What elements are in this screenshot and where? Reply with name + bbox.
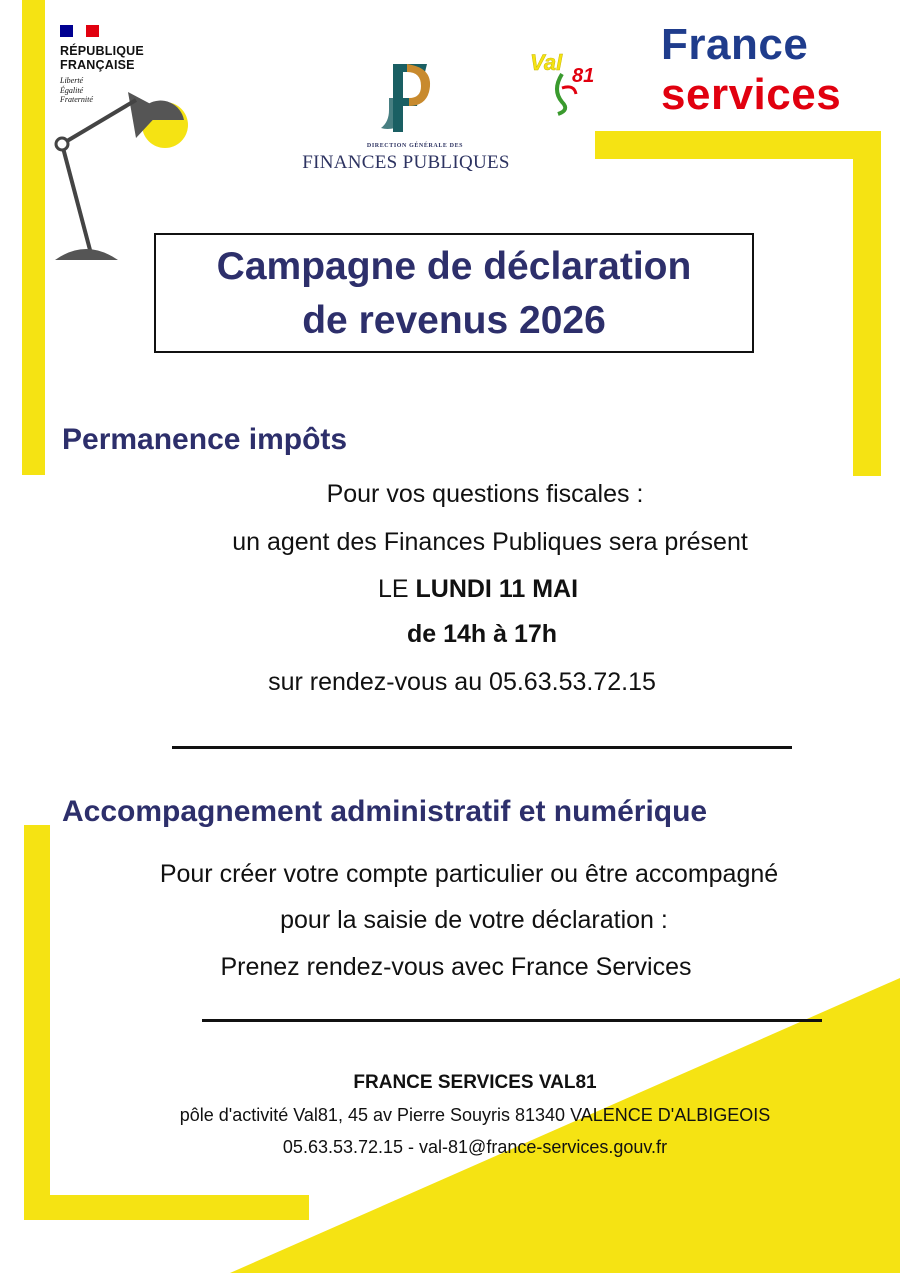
republique-francaise-logo: [60, 44, 144, 72]
permanence-impots-heading: Permanence impôts: [62, 423, 348, 456]
svg-text:Val: Val: [530, 50, 563, 75]
section1-line1: Pour vos questions fiscales :: [326, 480, 644, 508]
france-services-logo: [661, 20, 841, 120]
section1-hours: de 14h à 17h: [406, 620, 558, 648]
campaign-title-line1: Campagne de déclaration: [216, 245, 692, 288]
republique-line1: RÉPUBLIQUE: [60, 44, 144, 58]
footer-contact: 05.63.53.72.15 - val-81@france-services.gouv.fr: [282, 1137, 668, 1157]
section1-date-bold: LUNDI 11 MAI: [415, 575, 579, 603]
footer-org-name: FRANCE SERVICES VAL81: [353, 1072, 597, 1093]
divider-1: [172, 746, 792, 749]
section2-line1: Pour créer votre compte particulier ou être accompagné: [159, 860, 779, 888]
campaign-title-box: [154, 233, 754, 353]
section1-date: [28, 575, 900, 604]
motto-egalite: Égalité: [60, 85, 84, 95]
dgfip-big-text: FINANCES PUBLIQUES: [302, 152, 510, 173]
section1-date-prefix: LE: [377, 575, 416, 603]
motto-liberte: Liberté: [60, 76, 84, 85]
accompagnement-heading: Accompagnement administratif et numérique: [62, 795, 708, 828]
section2-line3: Prenez rendez-vous avec France Services: [220, 953, 692, 981]
val81-logo: [528, 44, 606, 116]
france-services-logo-line1: France: [661, 20, 809, 69]
dgfip-fp-monogram-icon: [373, 58, 437, 138]
republique-line2: FRANÇAISE: [60, 58, 135, 72]
section1-appointment: sur rendez-vous au 05.63.53.72.15: [268, 668, 656, 696]
france-services-logo-line2: services: [661, 70, 842, 119]
republique-motto: [60, 76, 93, 105]
dgfip-small-text: DIRECTION GÉNÉRALE DES: [366, 143, 464, 149]
divider-2: [202, 1019, 822, 1022]
motto-fraternite: Fraternité: [60, 95, 93, 104]
footer-address: pôle d'activité Val81, 45 av Pierre Souyris 81340 VALENCE D'ALBIGEOIS: [179, 1105, 771, 1125]
section2-line2: pour la saisie de votre déclaration :: [280, 906, 668, 934]
section1-line2: un agent des Finances Publiques sera présent: [232, 528, 748, 556]
campaign-title-line2: de revenus 2026: [302, 299, 606, 342]
svg-text:81: 81: [572, 65, 595, 87]
marianne-flag-icon: [60, 25, 99, 37]
